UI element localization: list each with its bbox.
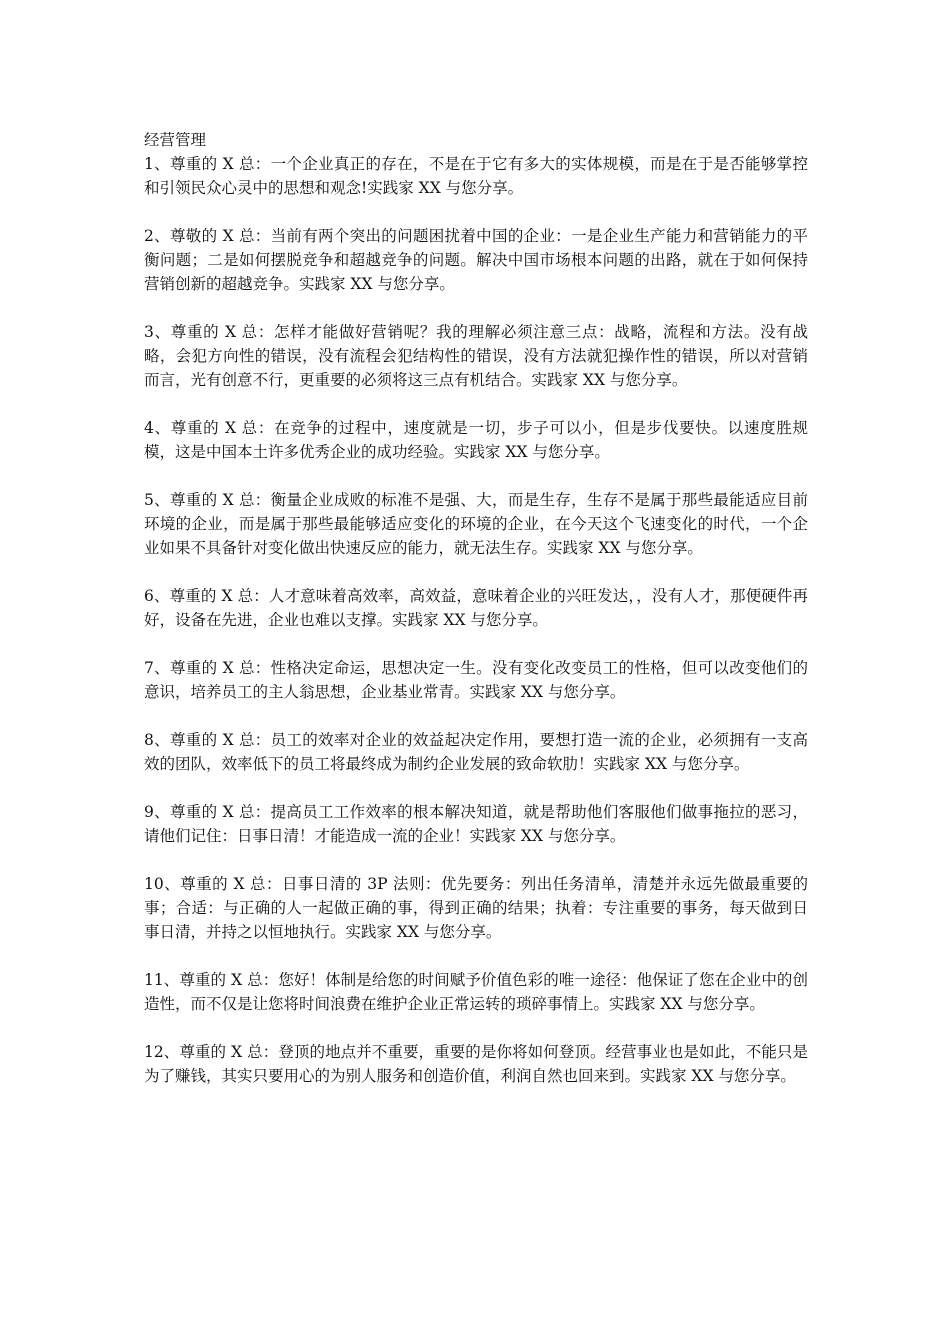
document-page (144, 128, 808, 1112)
paragraph-7: 7、尊重的 X 总：性格决定命运，思想决定一生。没有变化改变员工的性格，但可以改变他们的意识，培养员工的主人翁思想，企业基业常青。实践家 XX 与您分享。 (144, 659, 808, 701)
paragraph-5: 5、尊重的 X 总：衡量企业成败的标准不是强、大，而是生存，生存不是属于那些最能适应目前环境的企业，而是属于那些最能够适应变化的环境的企业，在今天这个飞速变化的时代，一个企业如果不具备针对变化做出快速反应的能力，就无法生存。实践家 XX 与您分享。 (144, 491, 808, 557)
paragraph-10: 10、尊重的 X 总：日事日清的 3P 法则：优先要务：列出任务清单，清楚并永远先做最重要的事；合适：与正确的人一起做正确的事，得到正确的结果；执着：专注重要的事务，每天做到日事日清，并持之以恒地执行。实践家 XX 与您分享。 (144, 875, 808, 941)
paragraph-1: 1、尊重的 X 总：一个企业真正的存在，不是在于它有多大的实体规模，而是在于是否能够掌控和引领民众心灵中的思想和观念!实践家 XX 与您分享。 (144, 155, 808, 197)
document-title: 经营管理 (144, 131, 207, 149)
paragraph-8: 8、尊重的 X 总：员工的效率对企业的效益起决定作用，要想打造一流的企业，必须拥有一支高效的团队，效率低下的员工将最终成为制约企业发展的致命软肋！实践家 XX 与您分享。 (144, 731, 808, 773)
paragraph-4: 4、尊重的 X 总：在竞争的过程中，速度就是一切，步子可以小，但是步伐要快。以速度胜规模，这是中国本土许多优秀企业的成功经验。实践家 XX 与您分享。 (144, 419, 808, 461)
paragraph-6: 6、尊重的 X 总：人才意味着高效率，高效益，意味着企业的兴旺发达，，没有人才，那便硬件再好，设备在先进，企业也难以支撑。实践家 XX 与您分享。 (144, 587, 808, 629)
paragraph-3: 3、尊重的 X 总：怎样才能做好营销呢？我的理解必须注意三点：战略，流程和方法。没有战略，会犯方向性的错误，没有流程会犯结构性的错误，没有方法就犯操作性的错误，所以对营销而言，光有创意不行，更重要的必须将这三点有机结合。实践家 XX 与您分享。 (144, 323, 808, 389)
paragraph-11: 11、尊重的 X 总：您好！体制是给您的时间赋予价值色彩的唯一途径：他保证了您在企业中的创造性，而不仅是让您将时间浪费在维护企业正常运转的琐碎事情上。实践家 XX 与您分享。 (144, 971, 808, 1013)
paragraph-2: 2、尊敬的 X 总：当前有两个突出的问题困扰着中国的企业：一是企业生产能力和营销能力的平衡问题；二是如何摆脱竞争和超越竞争的问题。解决中国市场根本问题的出路，就在于如何保持营销创新的超越竞争。实践家 XX 与您分享。 (144, 227, 808, 293)
paragraph-12: 12、尊重的 X 总：登顶的地点并不重要，重要的是你将如何登顶。经营事业也是如此，不能只是为了赚钱，其实只要用心的为别人服务和创造价值，利润自然也回来到。实践家 XX 与您分享。 (144, 1043, 808, 1085)
paragraph-9: 9、尊重的 X 总：提高员工工作效率的根本解决知道，就是帮助他们客服他们做事拖拉的恶习，请他们记住：日事日清！才能造成一流的企业！实践家 XX 与您分享。 (144, 803, 808, 845)
